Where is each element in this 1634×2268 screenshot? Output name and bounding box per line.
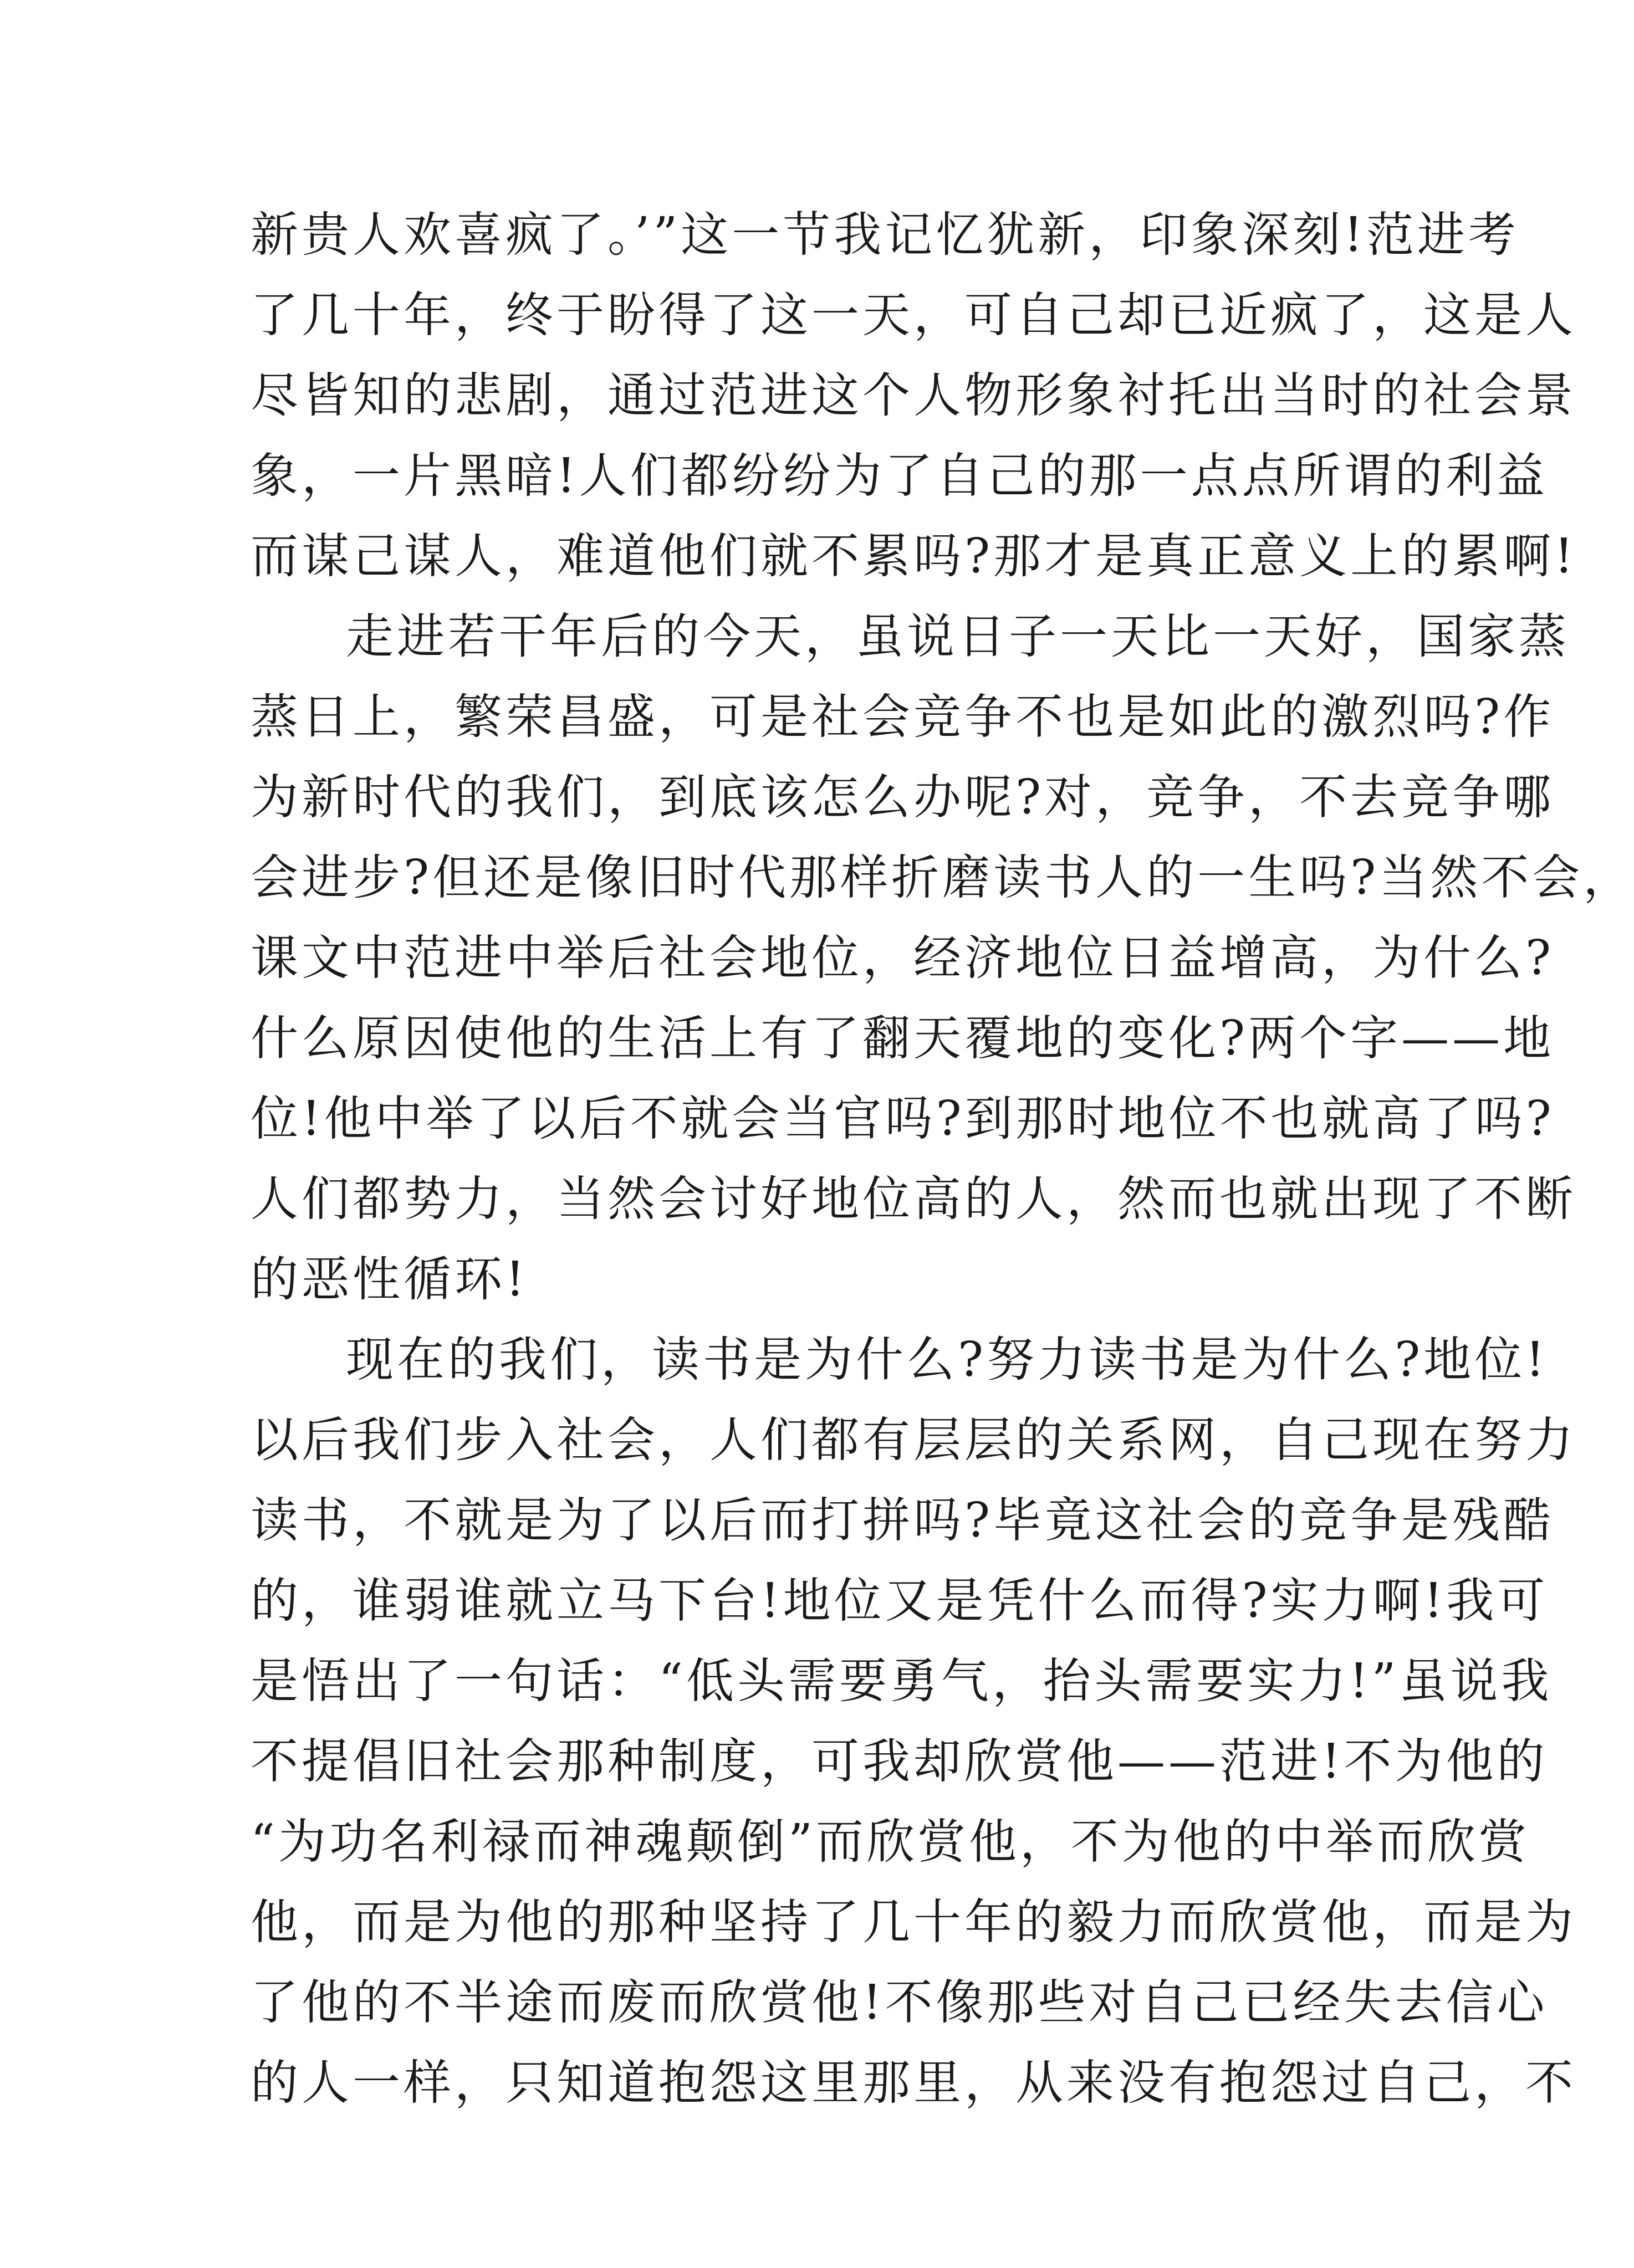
text-line: 是悟出了一句话：“低头需要勇气，抬头需要实力!”虽说我 [251, 1653, 1553, 1709]
text-line: 不提倡旧社会那种制度，可我却欣赏他——范进!不为他的 [251, 1734, 1548, 1789]
text-line: 会进步?但还是像旧时代那样折磨读书人的一生吗?当然不会， [251, 850, 1634, 905]
text-line: 蒸日上，繁荣昌盛，可是社会竞争不也是如此的激烈吗?作 [251, 689, 1555, 745]
paragraph-start-line: 现在的我们，读书是为什么?努力读书是为什么?地位! [346, 1332, 1548, 1388]
text-line: 他，而是为他的那种坚持了几十年的毅力而欣赏他，而是为 [251, 1895, 1576, 1950]
text-line: 的，谁弱谁就立马下台!地位又是凭什么而得?实力啊!我可 [251, 1573, 1549, 1629]
paragraph-start-line: 走进若干年后的今天，虽说日子一天比一天好，国家蒸 [346, 609, 1570, 664]
body-text [251, 195, 1634, 2123]
text-line: 以后我们步入社会，人们都有层层的关系网，自己现在努力 [251, 1412, 1576, 1468]
text-line: 新贵人欢喜疯了。’”这一节我记忆犹新，印象深刻!范进考 [251, 207, 1519, 263]
text-line: 课文中范进中举后社会地位，经济地位日益增高，为什么? [251, 930, 1555, 986]
text-line: 尽皆知的悲剧，通过范进这个人物形象衬托出当时的社会景 [251, 368, 1576, 423]
text-line: 了他的不半途而废而欣赏他!不像那些对自己已经失去信心 [251, 1975, 1548, 2030]
text-line: 象，一片黑暗!人们都纷纷为了自己的那一点点所谓的利益 [251, 448, 1548, 504]
text-line: 的人一样，只知道抱怨这里那里，从来没有抱怨过自己，不 [251, 2055, 1576, 2111]
text-line: 什么原因使他的生活上有了翻天覆地的变化?两个字——地 [251, 1011, 1555, 1066]
text-line: 位!他中举了以后不就会当官吗?到那时地位不也就高了吗? [251, 1091, 1555, 1146]
text-line: 的恶性循环! [251, 1252, 528, 1307]
text-line: 人们都势力，当然会讨好地位高的人，然而也就出现了不断 [251, 1171, 1576, 1227]
text-line: 为新时代的我们，到底该怎么办呢?对，竞争，不去竞争哪 [251, 770, 1555, 825]
text-line: 读书，不就是为了以后而打拼吗?毕竟这社会的竞争是残酷 [251, 1493, 1555, 1548]
text-line: “为功名利禄而神魂颠倒”而欣赏他，不为他的中举而欣赏 [251, 1814, 1530, 1870]
text-line: 了几十年，终于盼得了这一天，可自己却已近疯了，这是人 [251, 288, 1576, 343]
text-line: 而谋己谋人，难道他们就不累吗?那才是真正意义上的累啊! [251, 529, 1577, 584]
